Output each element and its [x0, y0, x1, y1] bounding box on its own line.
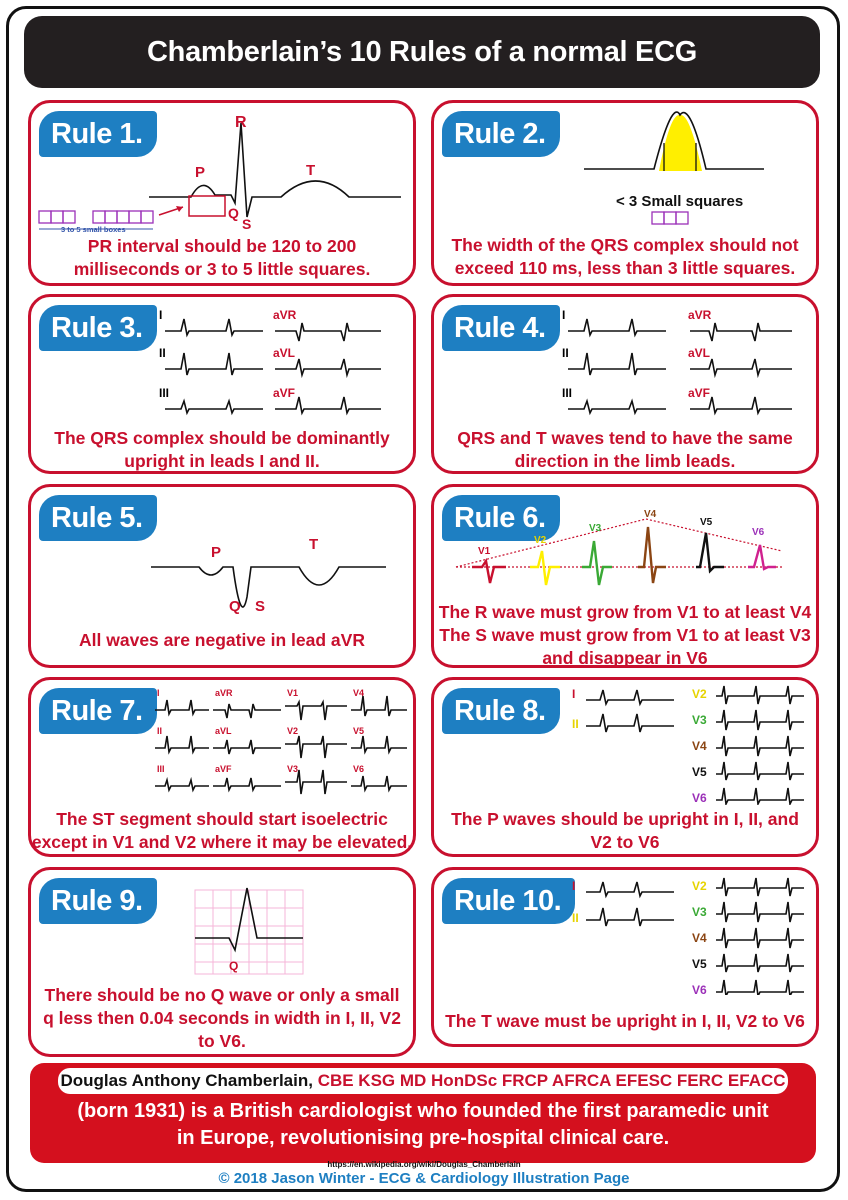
lead-label: II	[572, 717, 579, 731]
qrs-width-diagram	[434, 103, 816, 233]
lead-label: V4	[692, 739, 707, 753]
rule-card-1	[28, 100, 416, 286]
lead-label: III	[157, 764, 165, 774]
rule-card-6	[431, 484, 819, 668]
lead-label: aVR	[273, 308, 297, 322]
q-label: Q	[229, 959, 239, 973]
boxes-caption: 3 to 5 small boxes	[61, 225, 126, 234]
lead-label: II	[572, 911, 579, 925]
lead-label: V5	[692, 957, 707, 971]
rule-badge: Rule 2.	[442, 111, 560, 157]
bio-name-bar	[58, 1068, 788, 1094]
grid-paper	[195, 890, 303, 974]
rule-description: The width of the QRS complex should not exceed 110 ms, less than 3 little squares.	[451, 235, 799, 278]
s-label: S	[242, 216, 252, 232]
five-small-boxes	[93, 211, 153, 223]
source-url[interactable]: https://en.wikipedia.org/wiki/Douglas_Chamberlain	[327, 1160, 521, 1169]
pr-interval-box	[189, 196, 225, 216]
p-wave-leads-diagram	[434, 680, 816, 805]
lead-label: V5	[700, 517, 713, 528]
lead-label: V4	[644, 509, 657, 520]
rule-description: The ST segment should start isoelectric except in V1 and V2 where it may be elevated.	[31, 809, 413, 852]
lead-label: III	[159, 386, 170, 400]
lead-label: V3	[287, 764, 299, 774]
avr-negative-diagram	[31, 487, 413, 617]
rule-badge: Rule 9.	[39, 878, 157, 924]
lead-label: aVL	[273, 346, 296, 360]
rule-description: There should be no Q wave or only a small q less then 0.04 seconds in width in I, II, V2 to V6.	[43, 985, 401, 1051]
lead-label: I	[572, 879, 576, 893]
lead-label: II	[562, 346, 569, 360]
rule-badge: Rule 6.	[442, 495, 560, 541]
p-label: P	[211, 544, 222, 561]
rule-badge: Rule 10.	[442, 878, 575, 924]
t-label: T	[309, 536, 319, 553]
rule-card-9	[28, 867, 416, 1057]
rule-card-4	[431, 294, 819, 474]
limb-leads-diagram	[434, 297, 816, 422]
small-q-wave-diagram	[31, 870, 413, 980]
pqrst-diagram	[31, 103, 413, 243]
rule-description: The T wave must be upright in I, II, V2 to V6	[445, 1011, 805, 1031]
t-label: T	[306, 162, 316, 179]
lead-label: V3	[692, 905, 707, 919]
three-small-boxes	[652, 212, 688, 224]
r-wave-progression-diagram	[434, 487, 816, 605]
rule-card-2	[431, 100, 819, 286]
rule-badge: Rule 3.	[39, 305, 157, 351]
lead-label: I	[157, 688, 160, 698]
lead-label: V5	[353, 726, 365, 736]
p-label: P	[195, 164, 206, 181]
page-title: Chamberlain’s 10 Rules of a normal ECG	[24, 16, 820, 88]
lead-label: II	[159, 346, 166, 360]
lead-label: V4	[353, 688, 365, 698]
s-label: S	[255, 598, 266, 615]
lead-label: aVF	[273, 386, 296, 400]
bio-honours: CBE KSG MD HonDSc FRCP AFRCA EFESC FERC EFACC	[312, 1071, 786, 1090]
lead-label: aVF	[688, 386, 711, 400]
lead-label: III	[562, 386, 573, 400]
lead-label: I	[572, 687, 576, 701]
copyright: © 2018 Jason Winter - ECG & Cardiology Illustration Page	[218, 1170, 630, 1187]
qrs-caption: < 3 Small squares	[616, 193, 744, 210]
r-label: R	[235, 114, 247, 131]
three-small-boxes	[39, 211, 75, 223]
limb-leads-diagram	[31, 297, 413, 422]
rule-badge: Rule 4.	[442, 305, 560, 351]
lead-label: V2	[287, 726, 299, 736]
rule-card-5	[28, 484, 416, 668]
lead-label: V4	[692, 931, 707, 945]
lead-label: V2	[692, 687, 707, 701]
rule-badge: Rule 8.	[442, 688, 560, 734]
rule-badge: Rule 5.	[39, 495, 157, 541]
lead-label: aVR	[688, 308, 712, 322]
bio-text: (born 1931) is a British cardiologist who founded the first paramedic unit in Europe, revolutionising pre-hospital clinical care.	[77, 1100, 769, 1149]
rule-card-3	[28, 294, 416, 474]
lead-label: V6	[752, 527, 765, 538]
lead-label: V3	[589, 523, 602, 534]
lead-label: V5	[692, 765, 707, 779]
lead-label: V2	[692, 879, 707, 893]
rule-description: PR interval should be 120 to 200 milliseconds or 3 to 5 little squares.	[73, 236, 371, 279]
lead-label: I	[562, 308, 566, 322]
lead-label: V2	[534, 535, 547, 546]
lead-label: aVL	[688, 346, 711, 360]
lead-label: II	[157, 726, 163, 736]
lead-label: V6	[692, 983, 707, 995]
lead-label: V6	[692, 791, 707, 805]
q-label: Q	[229, 598, 241, 615]
rule-badge: Rule 1.	[39, 111, 157, 157]
lead-label: V3	[692, 713, 707, 727]
rule-card-8	[431, 677, 819, 857]
bio-name: Douglas Anthony Chamberlain,	[60, 1071, 313, 1090]
lead-label: aVR	[215, 688, 233, 698]
t-wave-leads-diagram	[434, 870, 816, 995]
lead-label: V1	[478, 546, 491, 557]
lead-label: aVL	[215, 726, 232, 736]
lead-label: V6	[353, 764, 365, 774]
rule-card-7	[28, 677, 416, 857]
rule-description: QRS and T waves tend to have the same direction in the limb leads.	[457, 428, 793, 471]
rule-description: The R wave must grow from V1 to at least V4 The S wave must grow from V1 to at least V3 and disappear in V6	[438, 602, 812, 668]
lead-label: I	[159, 308, 163, 322]
lead-label: aVF	[215, 764, 232, 774]
rule-description: The QRS complex should be dominantly upright in leads I and II.	[54, 428, 390, 471]
twelve-lead-diagram	[31, 680, 413, 800]
q-label: Q	[228, 205, 239, 221]
rule-badge: Rule 7.	[39, 688, 157, 734]
rule-description: All waves are negative in lead aVR	[79, 630, 365, 650]
rule-description: The P waves should be upright in I, II, and V2 to V6	[451, 809, 799, 852]
rule-card-10	[431, 867, 819, 1047]
lead-label: V1	[287, 688, 299, 698]
